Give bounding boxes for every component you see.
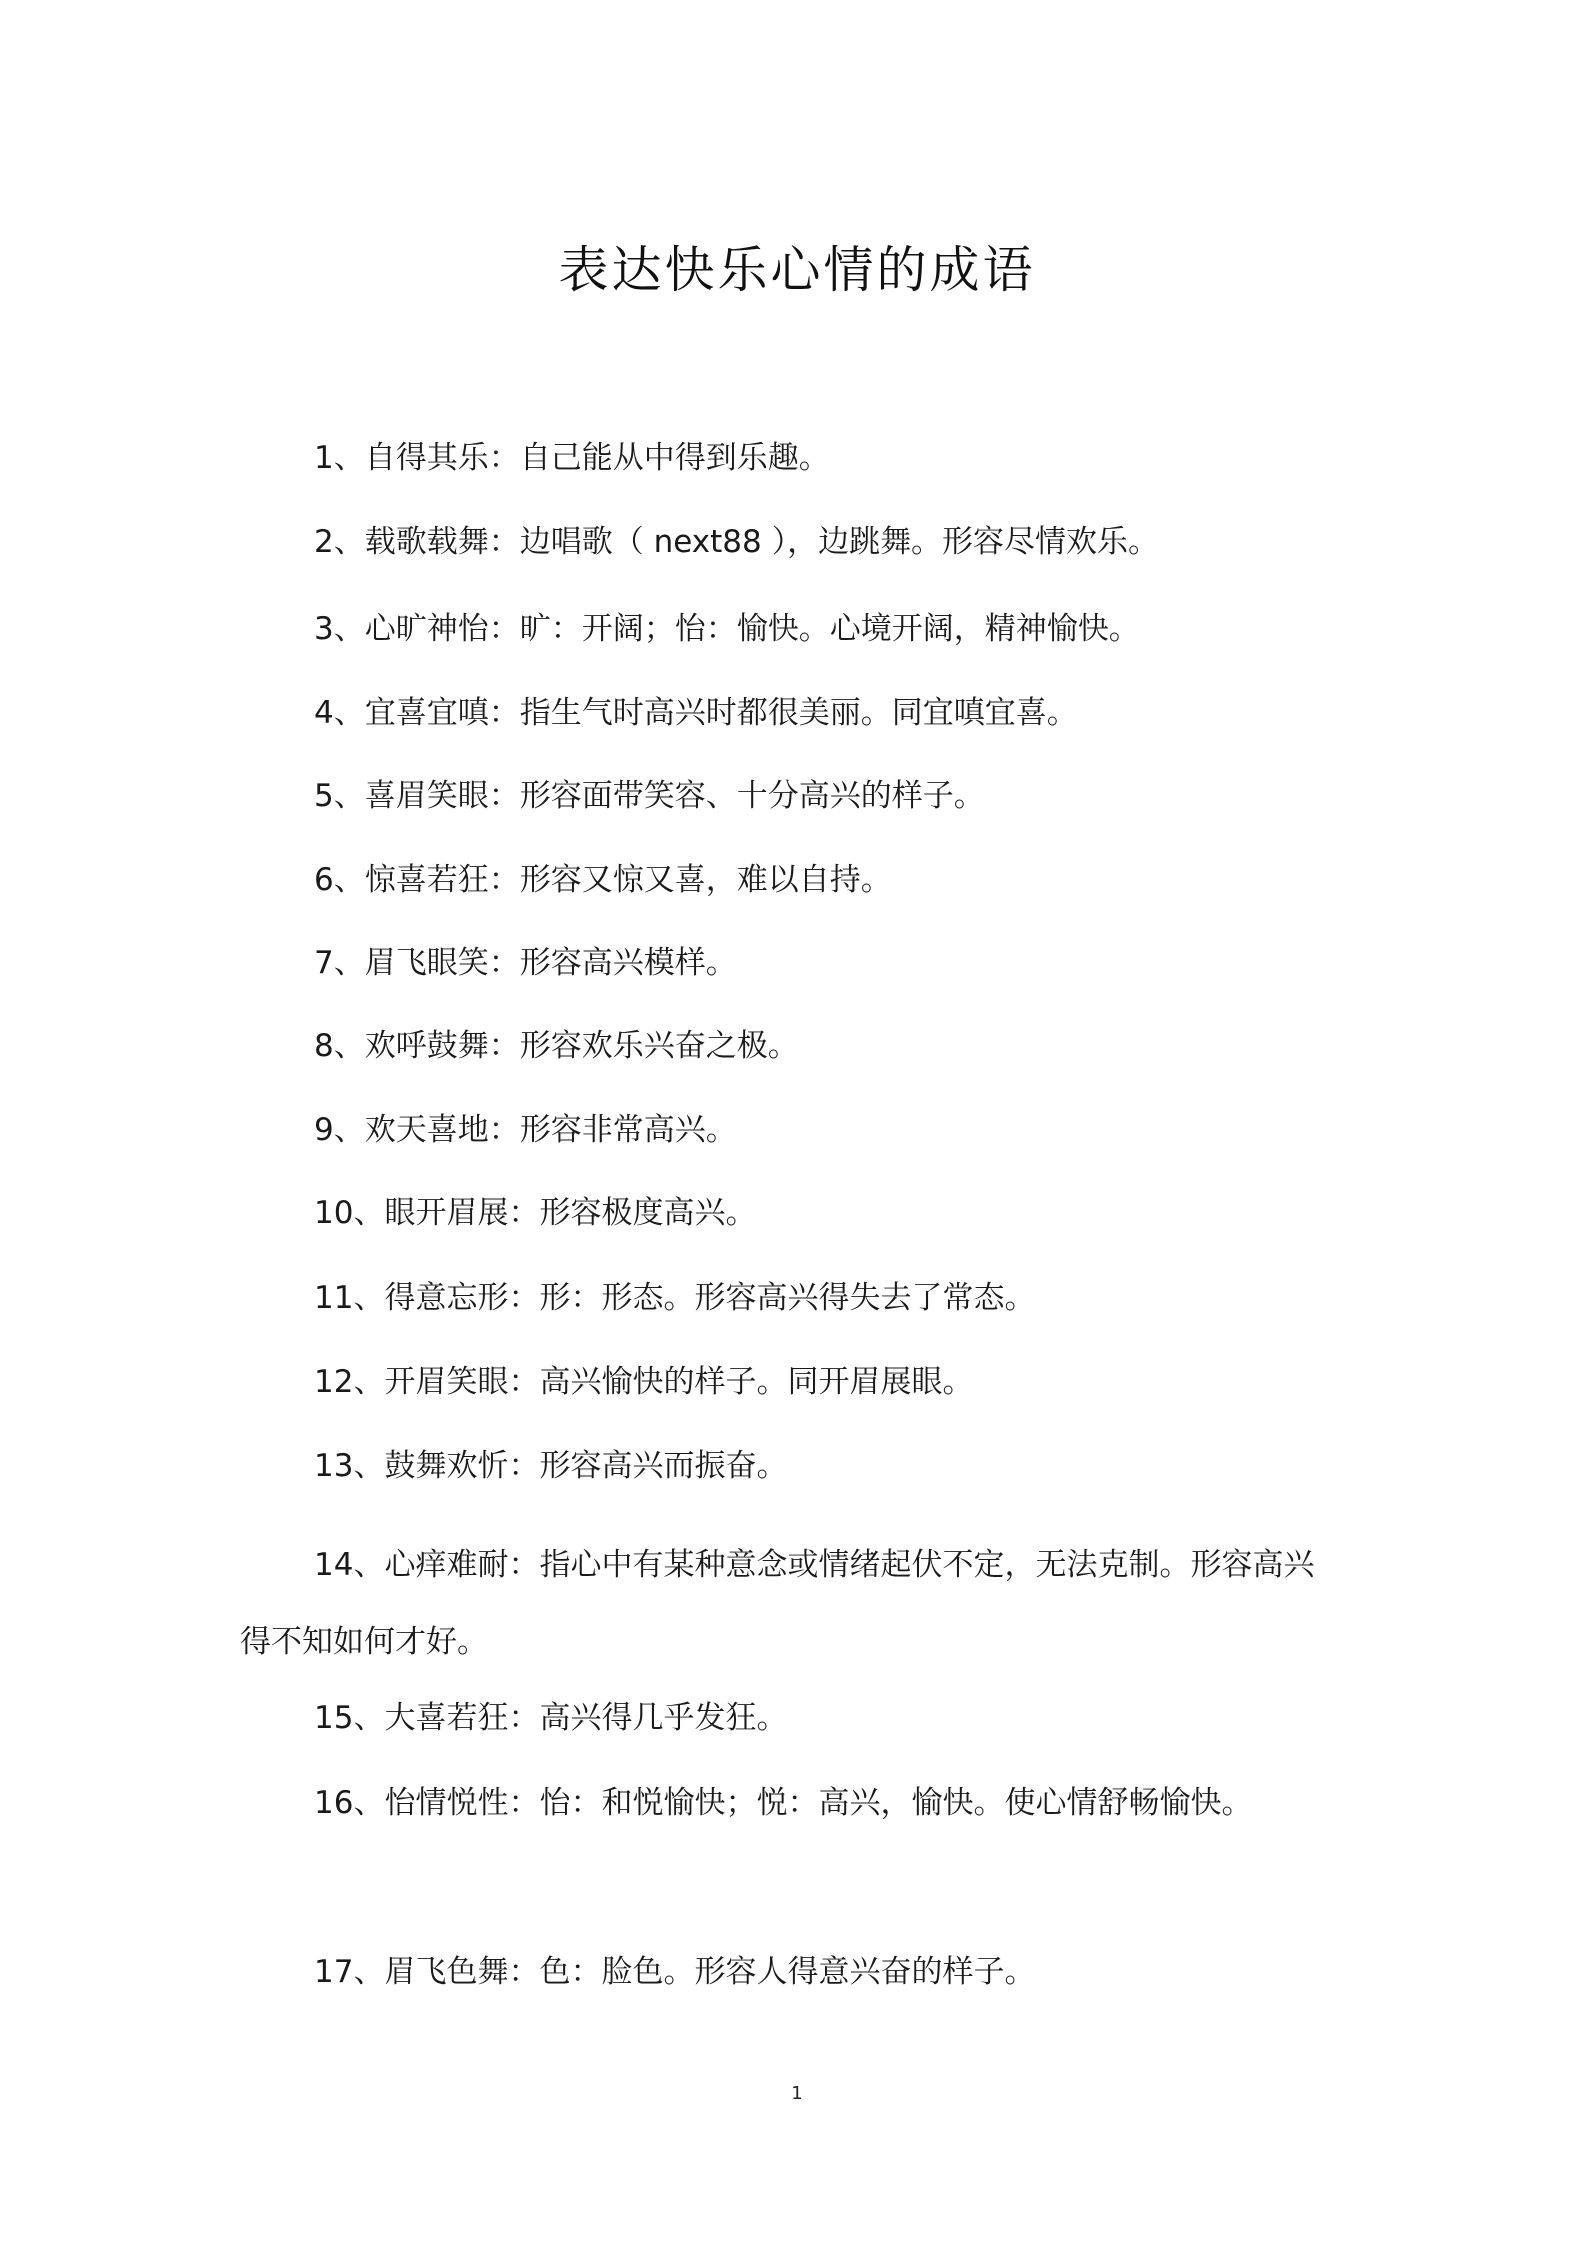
entry-number: 4 bbox=[314, 695, 334, 731]
entry-text: 、大喜若狂：高兴得几乎发狂。 bbox=[353, 1700, 788, 1736]
entry-text: 、欢呼鼓舞：形容欢乐兴奋之极。 bbox=[333, 1028, 799, 1064]
entry-number: 8 bbox=[314, 1028, 334, 1064]
idiom-entry-10 bbox=[240, 1171, 1380, 1255]
idiom-entry-12 bbox=[240, 1340, 1380, 1424]
entry-number: 2 bbox=[314, 524, 334, 560]
entry-text: 、得意忘形：形：形态。形容高兴得失去了常态。 bbox=[353, 1280, 1036, 1316]
page-number: 1 bbox=[791, 2083, 803, 2104]
entry-text: 、惊喜若狂：形容又惊又喜，难以自持。 bbox=[333, 862, 892, 898]
idiom-entry-1 bbox=[240, 416, 1380, 500]
entry-number: 11 bbox=[314, 1280, 354, 1316]
entry-number: 13 bbox=[314, 1448, 354, 1484]
entry-number: 5 bbox=[314, 778, 334, 814]
idiom-entry-3 bbox=[240, 587, 1380, 671]
entry-text: 、怡情悦性：怡：和悦愉快；悦：高兴，愉快。使心情舒畅愉快。 bbox=[353, 1785, 1253, 1821]
idiom-entry-5 bbox=[240, 754, 1380, 838]
entry-text: 、自得其乐：自己能从中得到乐趣。 bbox=[333, 440, 830, 476]
entry-text: 、宜喜宜嗔：指生气时高兴时都很美丽。同宜嗔宜喜。 bbox=[333, 695, 1078, 731]
idiom-entry-9 bbox=[240, 1088, 1380, 1172]
entry-number: 10 bbox=[314, 1195, 354, 1231]
entry-text: 、载歌载舞：边唱歌（ next88 ），边跳舞。形容尽情欢乐。 bbox=[333, 524, 1160, 560]
idiom-entry-8 bbox=[240, 1004, 1380, 1088]
idiom-entry-15 bbox=[240, 1676, 1380, 1760]
entry-text: 、眼开眉展：形容极度高兴。 bbox=[353, 1195, 757, 1231]
entry-number: 15 bbox=[314, 1700, 354, 1736]
entry-text: 、欢天喜地：形容非常高兴。 bbox=[333, 1112, 737, 1148]
entry-number: 1 bbox=[314, 440, 334, 476]
entry-text: 、鼓舞欢忻：形容高兴而振奋。 bbox=[353, 1448, 788, 1484]
document-title: 表达快乐心情的成语 bbox=[558, 241, 1036, 299]
entry-text: 、眉飞眼笑：形容高兴模样。 bbox=[333, 945, 737, 981]
entry-text: 、心旷神怡：旷：开阔；怡：愉快。心境开阔，精神愉快。 bbox=[333, 611, 1140, 647]
entry-text: 、心痒难耐：指心中有某种意念或情绪起伏不定，无法克制。形容高兴得不知如何才好。 bbox=[240, 1547, 1315, 1660]
idiom-entry-2 bbox=[240, 500, 1380, 584]
entry-number: 16 bbox=[314, 1785, 354, 1821]
idiom-entry-17 bbox=[240, 1930, 1380, 2014]
idiom-entry-13 bbox=[240, 1424, 1380, 1508]
entry-number: 3 bbox=[314, 611, 334, 647]
entry-number: 14 bbox=[314, 1547, 354, 1583]
idiom-entry-7 bbox=[240, 921, 1380, 1005]
entry-number: 17 bbox=[314, 1954, 354, 1990]
idiom-entry-14 bbox=[240, 1527, 1340, 1681]
entry-text: 、开眉笑眼：高兴愉快的样子。同开眉展眼。 bbox=[353, 1364, 974, 1400]
entry-text: 、眉飞色舞：色：脸色。形容人得意兴奋的样子。 bbox=[353, 1954, 1036, 1990]
idiom-entry-16 bbox=[240, 1760, 1280, 1846]
idiom-entry-6 bbox=[240, 838, 1380, 922]
entry-number: 6 bbox=[314, 862, 334, 898]
idiom-entry-11 bbox=[240, 1256, 1380, 1340]
idiom-entry-4 bbox=[240, 671, 1380, 755]
entry-number: 12 bbox=[314, 1364, 354, 1400]
entry-number: 7 bbox=[314, 945, 334, 981]
entry-text: 、喜眉笑眼：形容面带笑容、十分高兴的样子。 bbox=[333, 778, 985, 814]
entry-number: 9 bbox=[314, 1112, 334, 1148]
